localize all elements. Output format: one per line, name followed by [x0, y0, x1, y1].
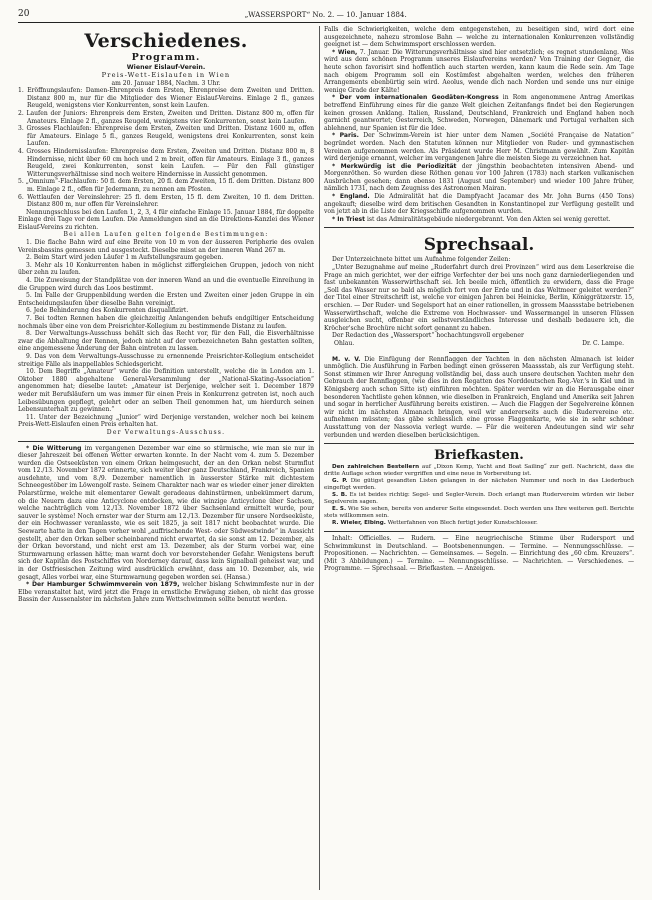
briefkasten-item-lead: R. Wieler, Elbing.	[332, 520, 386, 527]
race-item: 3. Grosses Flachlaufen: Ehrenpreise dem Ersten, Zweiten und Dritten. Distanz 1600 m, offen für Amateurs. Einlage 5 fl., ganzes Reugeld, wenigstens drei Konkurrenten, sonst kein Laufen.	[18, 125, 314, 148]
paris-article	[324, 132, 634, 162]
race-item: 4. Grosses Hindernisslaufen: Ehrenpreise dem Ersten, Zweiten und Dritten. Distanz 800 m, 8 Hindernisse, nicht über 60 cm hoch und 2 m breit, offen für Amateurs. Einlage 3 fl., ganzes Reugeld, zwei Konkurrenten, sonst kein Laufen. — Für den Fall günstiger Witterungsverhältnisse sind noch weitere Hindernisse in Aussicht genommen.	[18, 147, 314, 178]
divider	[18, 441, 314, 442]
wien-lead: * Wien,	[332, 48, 358, 56]
briefkasten-item-text: Wie Sie sehen, bereits von anderer Seite eingesendet. Doch werden uns Ihre weiteren gefl. Berichte stets willkommen sein.	[324, 506, 634, 520]
sprechsaal-intro: Der Unterzeichnete bittet um Aufnahme folgender Zeilen:	[332, 256, 511, 264]
briefkasten-intro-text: auf „Dixon Kemp, Yacht and Boat Sailing“ zur gefl. Nachricht, dass die dritte Auflage schon wieder vergriffen und eine neue in Vorbereitung ist.	[324, 464, 634, 478]
race-item: 1. Eröffnungslaufen: Damen-Ehrenpreis dem Ersten, Ehrenpreise dem Zweiten und Dritten. Distanz 800 m, nur für die Mitglieder des Wiener Eislauf-Vereins. Einlage 2 fl., ganzes Reugeld, wenigstens vier Konkurrenten, sonst kein Laufen.	[18, 87, 314, 110]
england-lead: * England.	[332, 193, 370, 201]
rule-item: 7. Bei todten Rennen haben die gleichzeitig Anlangenden behufs endgiltiger Entscheidung nochmals über eine von dem Preisrichter-Kollegium zu bestimmende Distanz zu laufen.	[18, 315, 314, 330]
rule-item: 5. Im Falle der Gruppenbildung werden die Ersten und Zweiten einer jeden Gruppe in ein Entscheidungslaufen über dieselbe Bahn vereinigt.	[18, 292, 314, 307]
briefkasten-item	[324, 478, 634, 492]
briefkasten-item-lead: E. S.	[332, 506, 347, 513]
rule-item: 2. Beim Start wird jeden Läufer 1 m Aufstellungsraum gegeben.	[26, 254, 224, 262]
programm-title: Programm.	[131, 52, 201, 63]
mvv-article	[324, 356, 634, 440]
page-number: 20	[18, 9, 30, 19]
briefkasten-item	[324, 506, 634, 520]
sprechsaal-signature: Dr. C. Lampe.	[582, 339, 624, 347]
continued-paragraph: Falls die Schwierigkeiten, welche dem entgegenstehen, zu beseitigen sind, wird dort eine ausgezeichnete, nahezu stromlose Bahn — welche zu internationalen Konkurrenzen vollständig geeignet ist — dem Schwimmsport erschlossen werden.	[324, 26, 634, 49]
merkwuerdig-article	[324, 163, 634, 193]
divider	[449, 352, 509, 353]
briefkasten-item-text: Wetterfahnen von Blech fertigt jeder Kunstschlosser.	[385, 520, 538, 527]
briefkasten-item	[324, 492, 634, 506]
rule-item: 6. Jede Behinderung des Konkurrenten disqualifizirt.	[26, 307, 189, 315]
triest-text: ist das Admiralitätsgebäude niedergebrannt. Von den Akten sei wenig gerettet.	[365, 215, 611, 223]
section-title-sprechsaal: Sprechsaal.	[423, 235, 535, 256]
race-item: 2. Laufen der Juniors: Ehrenpreis dem Ersten, Zweiten und Dritten. Distanz 800 m, offen für Amateurs. Einlage 2 fl., ganzes Reugeld, wenigstens vier Konkurrenten, sonst kein Laufen.	[18, 109, 314, 125]
geodaeten-lead: * Der vom internationalen Geodäten-Kongress	[332, 94, 499, 102]
briefkasten-item-lead: S. B.	[332, 492, 348, 499]
mvv-text: Die Einfügung der Rennflaggen der Yachten in den nächsten Almanach ist leider unmöglich. Die Ausführung in Farben bedingt einen grösseren Maassstab, als zur Verfügung steht. Sonst stimmen wir Ihrer Anregung vollständig bei, dass auch unsere deutschen Yachten mehr den Gebrauch der Rennflaggen, (wie dies in den Regatten des Norddeutschen Reg.-Ver.'s in Kiel und in Königsberg auch schon Sitte ist) einführen möchten. Später werden wir an die Herausgabe einer besonderen Yachtliste gehen können, wie dieselben in Frankreich, England und Amerika seit Jahren und sogar in herrlicher Ausführung bereits existiren. — Auch die Flaggen der Segelvereine können wir nicht im nächsten Almanach bringen, weil wir andererseits auch die Rudervereine etc. aufnehmen müssten; das gäbe schliesslich eine grosse Flaggenkarte, wie sie in sehr schöner Ausstattung von der Nassovia verlegt wurde. — Für die weiteren Andeutungen sind wir sehr verbunden und werden dieselben berücksichtigen.	[324, 355, 634, 439]
table-of-contents: Inhalt: Officielles. — Rudern. — Eine neugriechische Stimme über Rudersport und Schwimmkunst in Deutschland. — Bootsbenennungen. — Termine. — Nennungsschlüsse. — Propositionen. — Nachrichten. — Gemeinsames. — Segeln. — Einrichtung des „60 cbm. Kreuzers“. (Mit 3 Abbildungen.) — Termine. — Nennungsschlüsse. — Nachrichten. — Verschiedenes. — Programme. — Sprechsaal. — Briefkasten. — Anzeigen.	[324, 535, 634, 573]
event-date: am 20. Januar 1884, Nachm. 3 Uhr.	[111, 79, 221, 87]
rule-item: 1. Die flache Bahn wird auf eine Breite von 10 m von der äusseren Peripherie des ovalen Vereinsbassins gemessen und ausgesteckt. Dieselbe misst an der inneren Wand 267 m.	[18, 239, 314, 254]
section-title-verschiedenes: Verschiedenes.	[84, 30, 248, 52]
briefkasten-intro	[324, 464, 634, 478]
triest-lead: * In Triest	[332, 215, 366, 223]
briefkasten-item-text: Die gütigst gesandten Listen gelangen in der nächsten Nummer und noch in das Liederbuch eingefügt werden.	[324, 478, 634, 492]
merkwuerdig-lead: * Merkwürdig ist die Periodizität	[332, 162, 457, 170]
sprechsaal-place: Ohlau.	[334, 339, 355, 347]
rule-item: 9. Das von dem Verwaltungs-Ausschusse zu ernennende Preisrichter-Kollegium entscheidet streitige Fälle als inappellables Schiedsgericht.	[18, 352, 314, 368]
triest-article	[324, 216, 634, 224]
geodaeten-article	[324, 94, 634, 132]
divider	[324, 443, 634, 444]
england-article	[324, 193, 634, 216]
sprechsaal-thanks: Der Redaction des „Wassersport“ hochachtungsvoll ergebener	[332, 332, 524, 340]
rule-item: 11. Unter der Bezeichnung „Junior“ wird Derjenige verstanden, welcher noch bei keinem Preis-Wett-Eislaufen einen Preis erhalten hat.	[18, 413, 314, 429]
paris-text: Der Schwimm-Verein ist hier unter dem Namen „Société Française de Natation“ begründet worden. Nach den Statuten können nur Mitglieder von Ruder- und gymnastischen Vereinen aufgenommen werden. Als Präsident wurde Herr M. Christmann gewählt. Zum Kapitän wird derjenige ernannt, welcher im vergangenen Jahre die meisten Siege zu verzeichnen hat.	[324, 132, 634, 163]
header-rule	[18, 22, 634, 23]
geodaeten-text: in Rom angenommene Antrag Amerikas betreffend Einführung eines für die ganze Welt gleichen Zeitanfangs findet bei den Regierungen keinen grossen Anklang. Italien, Russland, Deutschland, Frankreich und England haben noch garnicht geantwortet; Oesterreich, Schweden, Norwegen, Dänemark und Portugal verhalten sich ablehnend, nur Spanien ist für die Idee.	[324, 94, 634, 132]
left-column	[18, 26, 314, 892]
divider	[324, 227, 634, 228]
hamburger-article	[18, 581, 314, 604]
witterung-lead: * Die Witterung	[26, 444, 82, 452]
running-header	[18, 8, 634, 20]
right-column	[324, 26, 634, 892]
mvv-lead: M. v. V.	[332, 355, 361, 363]
race-list	[18, 87, 314, 209]
briefkasten-item-lead: G. P.	[332, 478, 348, 485]
column-separator	[319, 26, 320, 890]
nennungsschluss-paragraph: Nennungsschluss bei den Laufen 1, 2, 3, 4 für einfache Einlage 15. Januar 1884, für doppelte Einlage drei Tage vor dem Laufen. Die Anmeldungen sind an die Direktions-Kanzlei des Wiener Eislauf-Vereins zu richten.	[18, 208, 314, 231]
sprechsaal-letter: „Unter Bezugnahme auf meine „Ruderfahrt durch drei Provinzen“ wird aus dem Leserkreise die Frage an mich gerichtet, wer der eifrige Verfechter der bei uns noch ganz darniederliegenden und fast unbekannten Wasserwirthschaft sei. Ich beeile mich, öffentlich zu erwidern, dass die Frage „Soll das Wasser nur so bald als möglich fort von der Erde und in das Weltmeer geleitet werden?“ der Titel einer Streitschrift ist, welche vor einigen Jahren bei Heinicke, Berlin, Königgrätzerstr. 15, erschien. — Der Ruder- und Segelsport hat an einer rationellen, in grossem Maassstabe betriebenen Wasserwirthschaft, welche die Extreme von Hochwasser- und Wassermangel in unseren Flüssen ausgleichen sucht, offenbar ein selbstverständliches Interesse und deshalb bedauere ich, die Kröcher'sche Brochüre nicht sofort genannt zu haben.	[324, 264, 634, 332]
sprechsaal-signature-line	[324, 340, 634, 348]
rule-item: 8. Der Verwaltungs-Ausschuss behält sich das Recht vor, für den Fall, die Eisverhältnisse zwar die Abhaltung der Rennen, jedoch nicht auf der vorbezeichneten Bahn gestatten sollten, eine angemessene Änderung der Bahn eintreten zu lassen.	[18, 330, 314, 353]
rule-item: 4. Die Zuweisung der Standplätze von der inneren Wand an und die eventuelle Einreihung in die Gruppen wird durch das Loos bestimmt.	[18, 277, 314, 292]
bestimmungen-heading: Bei allen Laufen gelten folgende Bestimmungen:	[63, 231, 269, 239]
running-title: „WASSERSPORT“ No. 2. — 10. Januar 1884.	[244, 9, 407, 19]
merkwuerdig-text: der jüngsthin beobachteten intensiven Abend- und Morgenröthen. So wurden diese Röthen genau vor 100 Jahren (1783) nach starken vulkanischen Ausbrüchen gesehen; dann ebenso 1831 (August und September) und wieder 100 Jahre früher, nämlich 1731, nach dem Zeugniss des Astronomen Mairan.	[324, 162, 634, 193]
verein-title: Wiener Eislauf-Verein.	[126, 64, 206, 71]
witterung-text: im vergangenen Dezember war eine so stürmische, wie man sie nur in dieser Jahreszeit bei offenen Wetter erwarten konnte. In der Nacht vom 4. zum 5. Dezember wurden die Ostseeküsten von einem Orkan heimgesucht, der an den Orkan nebst Sturmflut vom 12./13. November 1872 erinnerte, sich weiter über ganz Deutschland, Frankreich, Spanien ausdehnte, und vom 8./9. Dezember namentlich in äusserster Stärke mit dichtestem Schneegestöber im Löwengolf raste. Seinem Charakter nach war es wieder einer jener direkten Polarstürme, welche mit elementarer Gewalt geradeaus dahinstürmen, unbekümmert darum, ob die Neuern dazu eine Anticyclone entdecken, wie die winzige Anticyclone über Sachsen, welche nachträglich vom 12./13. November 1872 über Sachsenland ermittelt wurde, pour sauver le système! Noch ernster war der Sturm am 12./13. Dezember für unsere Nordseeküste, der ein Hochwasser veranlasste, wie es seit 1825, ja seit 1817 nicht beobachtet wurde. Die Seewarte hatte in den Tagen vorher wohl „auffrischende West- oder Südwestwinde“ in Aussicht gestellt, aber den Orkan selber scheinbarend nicht erwartet, da sie sonst am 12. Dezember, als der Orkan bevorstand, und nicht erst am 13. Dezember, als der Sturm vorbei war, eine Sturmwarnung erlassen hätte; man warnt doch vor bevorstehender Gefahr. Wenigstens beruft sich der Kapitän des Postschiffes von Norderney darauf, dass kein Signalball geheisst war, und in der Ostfriesischen Zeitung wird ausdrücklich erwähnt, dass am 10. Dezember, als, wie gesagt, Alles vorbei war, eine Sturmwarnung gegeben worden sei. (Hansa.)	[18, 444, 314, 581]
section-title-briefkasten: Briefkasten.	[434, 448, 524, 464]
event-title: Preis-Wett-Eislaufen in Wien	[101, 71, 231, 79]
hamburger-lead: * Der Hamburger Schwimmverein von 1879,	[26, 581, 180, 589]
england-text: Die Admiralität hat die Dampfyacht Jacamar des Mr. John Burns (450 Tons) angekauft; dieselbe wird dem britischen Gesandten in Konstantinopel zur Verfügung gestellt und von jetzt ab in die Liste der Kriegsschiffe aufgenommen wurden.	[324, 193, 634, 216]
hamburger-text: welcher bislang Schwimmfeste nur in der Elbe veranstaltet hat, wird jetzt die Frage in ernstliche Erwägung ziehen, ob nicht das grosse Bassin der Aussenalster im nächsten Jahre zum Wettschwimmen sollte benutzt werden.	[18, 581, 314, 604]
paris-lead: * Paris.	[332, 132, 359, 140]
wien-text: 7. Januar. Die Witterungsverhältnisse sind hier entsetzlich; es regnet stundenlang. Was wird aus dem schönen Programm unseres Eislaufvereins werden? Von Training der Gegner, die heute schon favorisirt sind hoffentlich auch starten werden, kann kaum die Rede sein. Am Tage nach obigem Programm soll ein Kostümfest abgehalten werden, welches den früheren Arrangements ebenbürtig sein wird. Aeolus, wende dich nach Norden und sende uns nur einige wenige Grade der Kälte!	[324, 48, 634, 94]
rule-item: 3. Mehr als 10 Konkurrenten haben in möglichst ziffergleichen Gruppen, jedoch von nicht über zehn zu laufen.	[18, 261, 314, 277]
rule-item: 10. Dem Begriffe „Amateur“ wurde die Definition unterstellt, welche die in London am 1. Oktober 1880 abgehaltene General-Versammlung der „National-Skating-Association“ angenommen hat; dieselbe lautet: „Amateur ist Derjenige, welcher seit 1. December 1879 weder mit Berufsläufern um was immer für einen Preis in Konkurrenz getreten ist, noch auch Leibesübungen gepflegt, gelehrt oder an selben Theil genommen hat, um hierdurch seinen Lebensunterhalt zu gewinnen.“	[18, 368, 314, 414]
race-item: 5. „Omnium“-Flachlaufen: 50 fl. dem Ersten, 20 fl. dem Zweiten, 15 fl. dem Dritten. Distanz 800 m. Einlage 2 fl., offen für Jedermann, zu nennen am Pfosten.	[18, 178, 314, 193]
witterung-article	[18, 445, 314, 582]
briefkasten-item	[324, 520, 634, 527]
ausschuss-signature: Der Verwaltungs-Ausschuss.	[106, 428, 226, 436]
divider	[324, 531, 634, 532]
rules-list	[18, 239, 314, 429]
race-item: 6. Wettlaufen der Vereinslehrer: 25 fl. dem Ersten, 15 fl. dem Zweiten, 10 fl. dem Dritten. Distanz 800 m, nur offen für Vereinslehrer.	[18, 193, 314, 209]
briefkasten-intro-lead: Den zahlreichen Bestellern	[332, 464, 420, 471]
briefkasten-item-text: Es ist beides richtig: Segel- und Segler-Verein. Doch erlangt man Rudervereim würden wir lieber Segelverein sagen.	[324, 492, 634, 506]
wien-article	[324, 49, 634, 95]
